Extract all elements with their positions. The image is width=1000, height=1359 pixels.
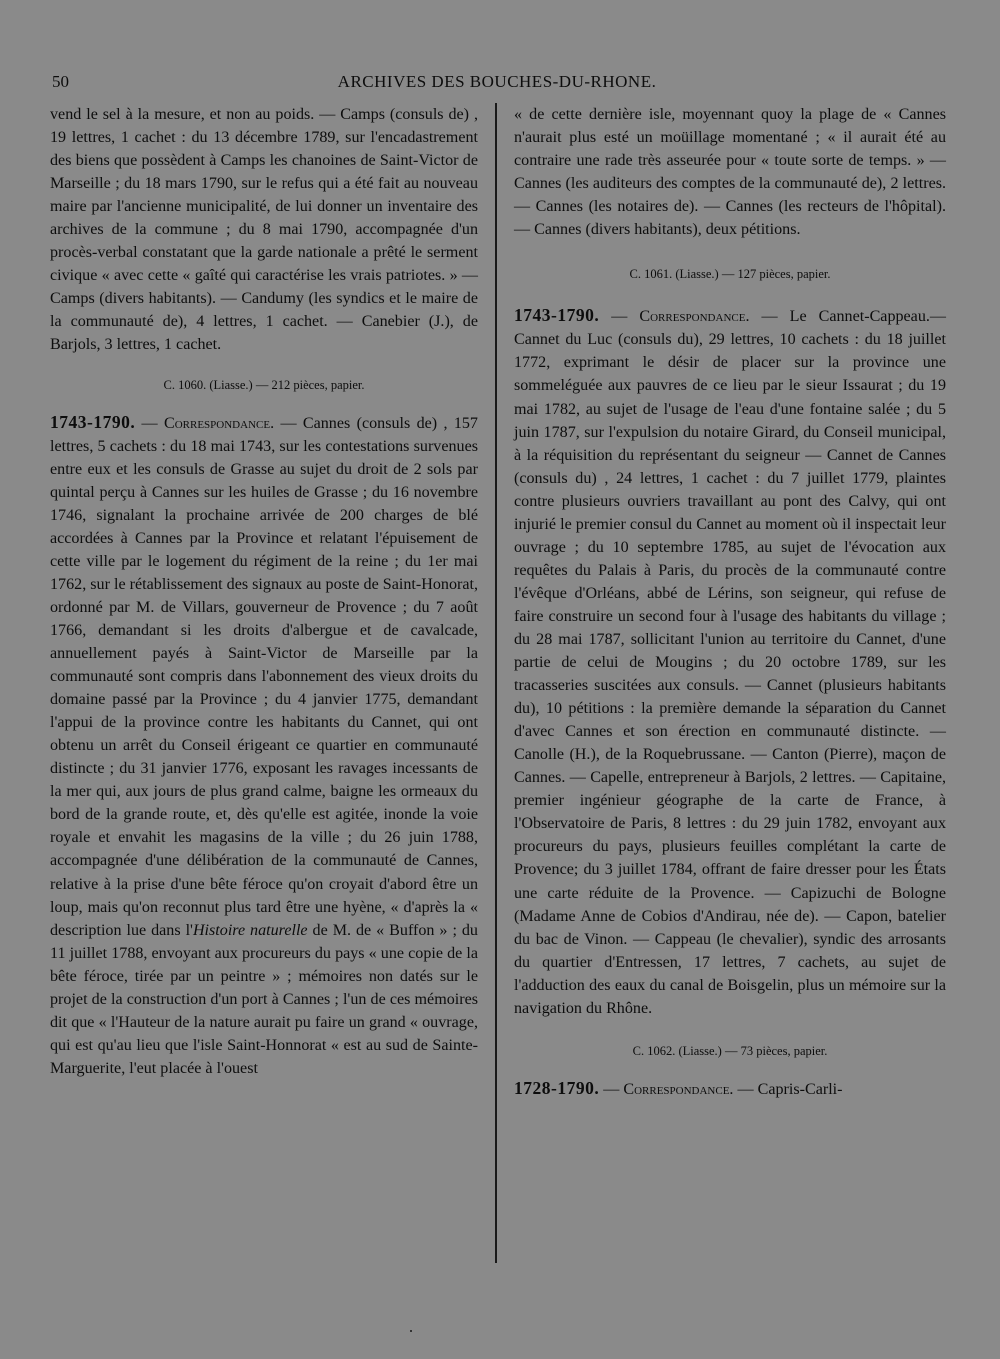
print-speck xyxy=(410,1330,412,1332)
book-title: Histoire naturelle xyxy=(192,921,308,939)
entry-sep: — xyxy=(135,414,164,432)
cote-c1060: C. 1060. (Liasse.) — 212 pièces, papier. xyxy=(163,377,365,392)
right-column xyxy=(514,103,946,1101)
text-run: — Cannes (consuls de) , 157 lettres, 5 cachets : du 18 mai 1743, sur les contestations survenues entre eux et les consuls de Grasse au sujet du droit de 2 sols par quintal perçu à Cannes sur les huiles de Grasse ; du 16 novembre 1746, signalant la prochaine arrivée de 200 charges de blé accordées à Cannes par la Province et relatant l'épuisement de cette ville par le logement du régiment de la reine ; du 1er mai 1762, sur le rétablissement des signaux au poste de Saint-Honorat, ordonné par M. de Villars, gouverneur de Provence ; du 7 août 1766, demandant si les droits d'albergue et de cavalcade, annuellement payés à Saint-Victor de Marseille par la communauté sont compris dans l'abonnement des vieux droits du domaine passé par la Province ; du 4 janvier 1775, demandant l'appui de la province contre les habitants du Cannet, qui ont obtenu un arrêt du Conseil érigeant ce quartier en communauté distincte ; du 31 janvier 1776, exposant les ravages incessants de la mer qui, aux jours de plus grand calme, baigne les ormeaux du bord de la grande route, et, dès qu'elle est agitée, inonde la voie royale et envahit les magasins de la ville ; du 26 juin 1788, accompagnée d'une délibération de la communauté de Cannes, relative à la prise d'une bête féroce qu'on croyait d'abord être un loup, mais qu'on reconnut plus tard être une hyène, « d'après la xyxy=(50,414,478,916)
cote-c1061: C. 1061. (Liasse.) — 127 pièces, papier. xyxy=(629,267,831,282)
entry-c1061 xyxy=(514,304,946,1019)
page-header xyxy=(52,72,942,96)
text-run: — Le Cannet-Cappeau.— Cannet du Luc (consuls du), 29 lettres, 10 cachets : du 18 juillet 1772, exprimant le désir de placer sur la province une sommeléguée aux pauvres de ce lieu par le sieur Issaurat ; du 19 mai 1782, au sujet de l'usage de l'eau d'une fontaine salée ; du 5 juin 1787, sur l'expulsion du notaire Girard, du Conseil municipal, à la réquisition du représentant du seigneur — Cannet de Cannes (consuls du) , 24 lettres, 1 cachet : du 7 juillet 1779, plaintes contre plusieurs ouvriers travaillant au pont des Calvy, qui ont injurié le premier consul du Cannet au moment où il inspectait leur ouvrage ; du 10 septembre 1785, au sujet de l'évocation aux requêtes du Palais à Paris, du procès de la communauté contre l'évêque d'Orléans, abbé de Lérins, son seigneur, qui refuse de faire construire un second four à l'usage des habitants du village ; du 28 mai 1787, sollicitant l'union au territoire du Cannet, d'une partie de celui de Mougins ; du 20 octobre 1789, sur les tracasseries suscitées aux consuls. — Cannet (plusieurs habitants du), 10 pétitions : la première demande la séparation du Cannet d'avec Cannes et son érection en communauté distincte. — Canolle (H.), de la Roquebrussane. — Canton (Pierre), maçon de Cannes. — Capelle, entrepreneur à Barjols, 2 lettres. — Capitaine, premier ingénieur géographe de la carte de France, à l'Observatoire de Paris, 8 lettres : du 29 juin 1782, envoyant aux procureurs du pays, plusieurs feuilles complétant la carte de Provence; du 3 juillet 1784, offrant de faire dresser pour les États une carte réduite de la Provence. — Capizuchi de Bologne (Madame Anne de Cobios d'Andirau, née de). — Capon, batelier du bac de Vinon. — Cappeau (le chevalier), syndic des arrosants du quartier d'Entressen, 17 lettres, 7 cachets, au sujet de l'adduction des eaux du canal de Boisgelin, plus un mémoire sur la navigation du Rhône. xyxy=(514,308,946,1017)
page-number: 50 xyxy=(52,72,69,91)
entry-sep: — xyxy=(599,308,640,326)
entry-date: 1728-1790. xyxy=(514,1077,600,1098)
text-run: vend le sel à la mesure, et non au poids. — Camps (consuls de) , 19 lettres, 1 cachet : du 13 décembre 1789, sur l'encadastrement des biens que possèdent à Camps les chanoines de Saint-Victor de Marseille ; du 18 mars 1790, sur le refus qui a été fait au nouveau maire par l'ancienne municipalité, de lui donner un inventaire des archives de la commune ; du 8 mai 1790, accompagnée d'un procès-verbal constatant que la garde nationale a prêté le serment civique « avec cette « gaîté qui caractérise les vrais patriotes. » — Camps (divers habitants). — Candumy (les syndics et le maire de la communauté de), 4 lettres, 1 cachet. — Canebier (J.), de Barjols, 3 lettres, 1 cachet. xyxy=(50,106,478,354)
entry-heading: Correspondance. xyxy=(639,308,750,326)
text-run: « de cette dernière isle, moyennant quoy la plage de « Cannes n'aurait plus esté un moüillage momentané ; « il aurait été au contraire une rade très asseurée pour « toute sorte de temps. » — Cannes (les auditeurs des comptes de la communauté de), 2 lettres. — Cannes (les notaires de). — Cannes (les recteurs de l'hôpital). — Cannes (divers habitants), deux pétitions. xyxy=(514,106,946,239)
entry-body xyxy=(514,308,946,1016)
text-run: de M. de xyxy=(307,921,372,939)
left-column xyxy=(50,103,478,1080)
column-divider xyxy=(495,103,497,1263)
running-title: ARCHIVES DES BOUCHES-DU-RHONE. xyxy=(337,72,657,91)
entry-sep: — xyxy=(599,1080,624,1098)
entry-c1062 xyxy=(514,1077,946,1101)
entry-tail: — Capris-Carli- xyxy=(733,1080,843,1098)
right-paragraph xyxy=(514,103,946,241)
entry-heading: Correspondance. xyxy=(623,1080,734,1098)
entry-date: 1743-1790. xyxy=(514,305,600,326)
left-paragraph xyxy=(50,103,478,357)
entry-date: 1743-1790. xyxy=(50,411,136,432)
cote-c1062: C. 1062. (Liasse.) — 73 pièces, papier. xyxy=(632,1043,828,1058)
entry-heading: Correspondance. xyxy=(163,414,275,432)
entry-body xyxy=(50,415,478,1077)
text-run: « description lue dans l' xyxy=(50,898,478,939)
entry-c1060 xyxy=(50,411,478,1080)
text-run: « Buffon » ; du 11 juillet 1788, envoyant aux procureurs du pays « une copie de la bête féroce, tirée par un peintre » ; mémoires non datés sur le projet de la construction d'un port à Cannes ; l'un de ces mémoires dit que « l'Hauteur de la nature aurait pu faire un grand « ouvrage, qui est qu'au lieu que l'isle Saint-Honnorat « est au sud de Sainte-Marguerite, l'eut placée à l'ouest xyxy=(50,921,478,1077)
